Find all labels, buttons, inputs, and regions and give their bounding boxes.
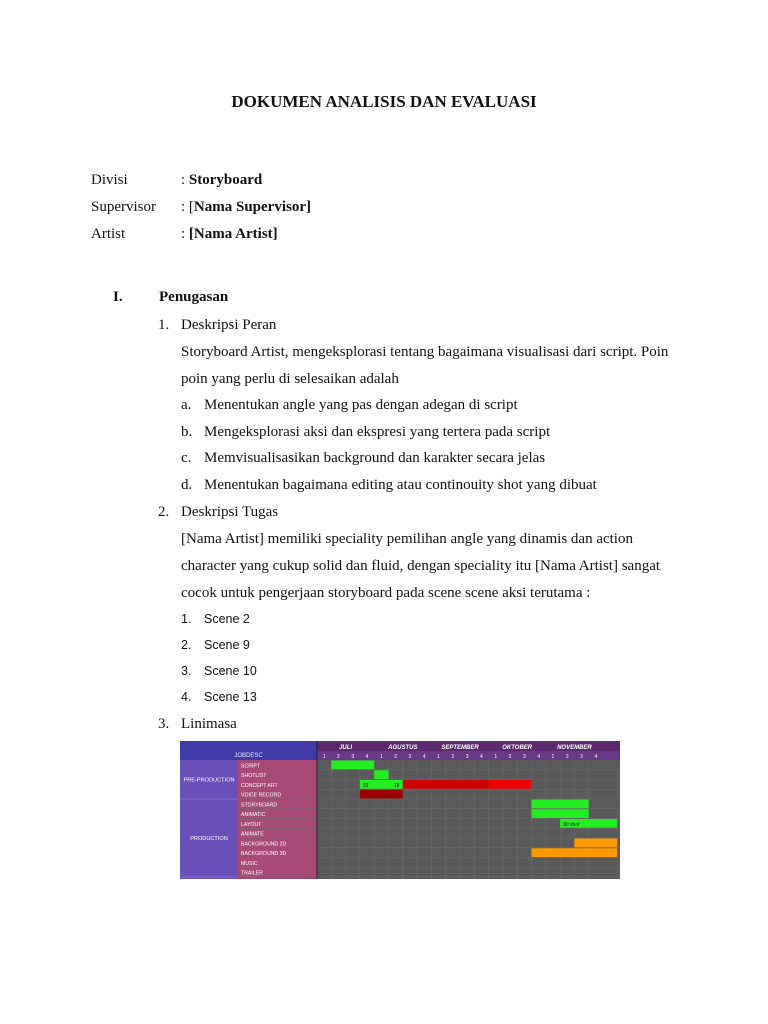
tugas-paragraph-line-2: character yang cukup solid dan fluid, dengan speciality itu [Nama Artist] sangat <box>181 558 661 574</box>
gantt-bar <box>360 790 403 799</box>
meta-value-divisi: : Storyboard <box>181 172 263 188</box>
item-number-linimasa: 3. <box>158 716 170 732</box>
point-letter-a: a. <box>181 397 192 413</box>
tugas-paragraph-line-1: [Nama Artist] memiliki speciality pemilihan angle yang dinamis dan action <box>181 531 633 547</box>
document-title: DOKUMEN ANALISIS DAN EVALUASI <box>231 92 537 111</box>
gantt-task-label: SHOTLIST <box>241 773 267 779</box>
gantt-group-label: PRE-PRODUCTION <box>183 777 235 784</box>
scene-number-1: 1. <box>181 612 192 626</box>
gantt-task-label: CONCEPT ART <box>241 782 278 789</box>
gantt-task-label: BACKGROUND 3D <box>241 851 287 857</box>
gantt-month-label: SEPTEMBER <box>441 745 479 751</box>
gantt-week-label: 1 <box>379 754 383 760</box>
gantt-task-label: ANIMATIC <box>241 812 266 818</box>
gantt-week-label: 1 <box>551 754 555 760</box>
gantt-week-label: 2 <box>451 754 455 760</box>
gantt-task-label: SCRIPT <box>241 763 261 770</box>
gantt-week-label: 3 <box>522 754 526 760</box>
point-letter-b: b. <box>181 424 193 440</box>
gantt-month-label: OKTOBER <box>502 745 533 751</box>
point-text-c: Memvisualisasikan background dan karakter secara jelas <box>204 450 546 466</box>
tugas-paragraph-line-3: cocok untuk pengerjaan storyboard pada scene scene aksi terutama : <box>181 585 591 601</box>
heading-deskripsi-peran: Deskripsi Peran <box>181 317 277 333</box>
scene-number-4: 4. <box>181 690 192 704</box>
point-letter-c: c. <box>181 450 192 466</box>
scene-text-1: Scene 2 <box>204 612 250 626</box>
gantt-task-label: STORYBOARD <box>241 802 278 809</box>
gantt-task-label: TRAILER <box>241 870 263 877</box>
gantt-bar <box>403 780 489 789</box>
item-number-peran: 1. <box>158 317 170 333</box>
gantt-week-label: 4 <box>594 754 598 760</box>
gantt-bar <box>532 848 618 857</box>
meta-label-artist: Artist <box>91 226 126 242</box>
scene-text-4: Scene 13 <box>204 690 257 704</box>
point-text-b: Mengeksplorasi aksi dan ekspresi yang tertera pada script <box>204 424 551 440</box>
meta-label-supervisor: Supervisor <box>91 199 156 215</box>
gantt-week-label: 3 <box>408 754 412 760</box>
gantt-week-label: 4 <box>480 754 483 760</box>
scene-text-3: Scene 10 <box>204 664 257 678</box>
section-title: Penugasan <box>159 289 229 305</box>
peran-paragraph-line-1: Storyboard Artist, mengeksplorasi tentang bagaimana visualisasi dari script. Poin <box>181 344 669 360</box>
gantt-month-label: NOVEMBER <box>557 745 592 751</box>
linimasa-gantt-chart <box>180 741 620 879</box>
gantt-bar <box>574 839 617 848</box>
gantt-week-label: 3 <box>351 754 355 760</box>
gantt-bar <box>489 780 532 789</box>
gantt-week-label: 2 <box>337 754 340 760</box>
gantt-week-label: 2 <box>508 754 512 760</box>
scene-number-3: 3. <box>181 664 192 678</box>
meta-value-supervisor: : [Nama Supervisor] <box>181 199 311 215</box>
gantt-task-label: MUSIC <box>241 860 258 867</box>
gantt-week-label: 3 <box>465 754 469 760</box>
gantt-bar-label: 33 <box>362 782 369 789</box>
gantt-month-label: AGUSTUS <box>388 745 418 751</box>
scene-number-2: 2. <box>181 638 192 652</box>
gantt-week-label: 2 <box>394 754 398 760</box>
gantt-task-label: BACKGROUND 2D <box>241 841 287 848</box>
gantt-week-label: 3 <box>580 754 583 760</box>
gantt-week-label: 1 <box>437 754 440 760</box>
gantt-bar-label: 18 <box>393 782 400 789</box>
gantt-task-label: ANIMATE <box>241 831 264 838</box>
gantt-bar <box>532 800 589 809</box>
gantt-bar <box>374 770 388 779</box>
meta-label-divisi: Divisi <box>91 172 128 188</box>
gantt-task-label: VOICE RECORD <box>241 792 282 799</box>
gantt-week-label: 4 <box>422 754 426 760</box>
gantt-bar <box>331 761 374 770</box>
gantt-group-label: PRODUCTION <box>190 836 228 842</box>
point-text-a: Menentukan angle yang pas dengan adegan di script <box>204 397 518 413</box>
gantt-svg <box>180 741 620 879</box>
point-letter-d: d. <box>181 477 193 493</box>
scene-text-2: Scene 9 <box>204 638 250 652</box>
meta-value-artist: : [Nama Artist] <box>181 226 278 242</box>
gantt-week-label: 2 <box>565 754 569 760</box>
heading-deskripsi-tugas: Deskripsi Tugas <box>181 504 279 520</box>
item-number-tugas: 2. <box>158 504 170 520</box>
point-text-d: Menentukan bagaimana editing atau continouity shot yang dibuat <box>204 477 597 493</box>
gantt-task-label: LAYOUT <box>241 821 262 828</box>
heading-linimasa: Linimasa <box>181 716 237 732</box>
gantt-week-label: 1 <box>322 754 326 760</box>
gantt-week-label: 1 <box>494 754 498 760</box>
gantt-month-label: JULI <box>339 745 353 751</box>
peran-paragraph-line-2: poin yang perlu di selesaikan adalah <box>181 371 399 387</box>
section-number: I. <box>113 289 123 305</box>
gantt-jobdesc-label: JOBDESC <box>234 753 263 759</box>
gantt-bar-label: 90 shot <box>563 821 580 828</box>
gantt-bar <box>532 809 589 818</box>
gantt-week-label: 4 <box>365 754 369 760</box>
gantt-week-label: 4 <box>537 754 541 760</box>
